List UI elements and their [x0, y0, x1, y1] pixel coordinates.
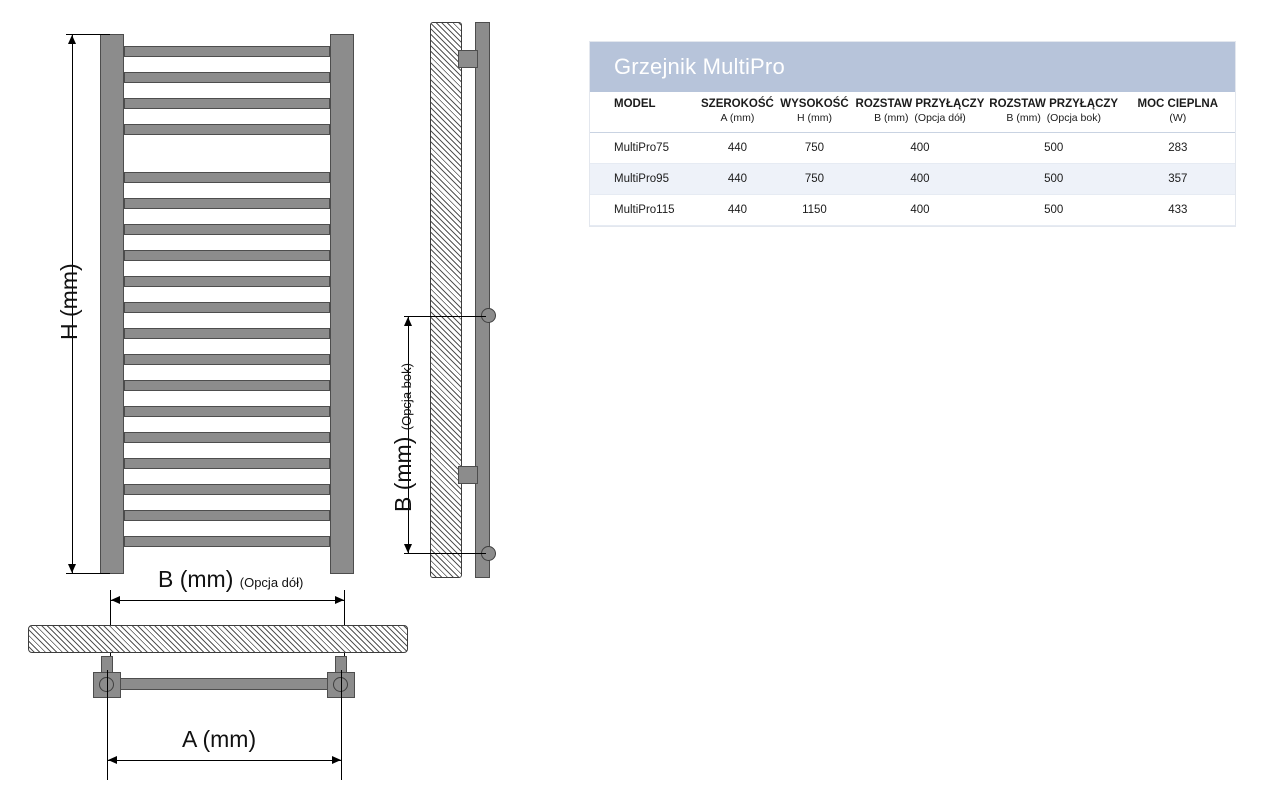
cell-wysokosc: 1150 — [776, 195, 853, 226]
side-spacing-label: B (mm) (Opcja bok) — [390, 363, 416, 512]
radiator-tube — [124, 380, 330, 391]
cell-moc: 357 — [1121, 164, 1235, 195]
table-row — [590, 133, 1235, 164]
wall-slab-hatching — [28, 625, 408, 653]
radiator-side-profile — [475, 22, 490, 578]
radiator-tube — [124, 98, 330, 109]
cell-rozstaw-bok: 500 — [987, 133, 1121, 164]
side-view-drawing — [390, 0, 590, 600]
bottom-spacing-label: B (mm) (Opcja dół) — [158, 566, 304, 592]
height-arrow-up-icon — [68, 35, 76, 44]
radiator-tube — [124, 224, 330, 235]
wall-hatching — [430, 22, 462, 578]
radiator-right-post — [330, 34, 354, 574]
wall-bracket-top — [458, 50, 478, 68]
radiator-tube — [124, 510, 330, 521]
cell-rozstaw-bok: 500 — [987, 195, 1121, 226]
cell-rozstaw-dol: 400 — [853, 133, 987, 164]
radiator-tube — [124, 354, 330, 365]
radiator-tube — [124, 276, 330, 287]
height-arrow-down-icon — [68, 564, 76, 573]
width-label: A (mm) — [182, 726, 257, 752]
table-header-szerokosc: SZEROKOŚĆ A (mm) — [699, 92, 776, 133]
cell-szerokosc: 440 — [699, 164, 776, 195]
radiator-tube — [124, 406, 330, 417]
cell-szerokosc: 440 — [699, 133, 776, 164]
table-header-rozstaw-bok: ROZSTAW PRZYŁĄCZY B (mm) (Opcja bok) — [987, 92, 1121, 133]
cell-moc: 433 — [1121, 195, 1235, 226]
spec-table-title: Grzejnik MultiPro — [590, 42, 1235, 92]
radiator-tube — [124, 124, 330, 135]
cell-rozstaw-dol: 400 — [853, 164, 987, 195]
cell-moc: 283 — [1121, 133, 1235, 164]
width-arrow-right-icon — [332, 756, 341, 764]
radiator-tube — [124, 302, 330, 313]
radiator-tube — [124, 198, 330, 209]
cell-szerokosc: 440 — [699, 195, 776, 226]
radiator-tube — [124, 536, 330, 547]
spec-table-panel — [590, 42, 1235, 226]
front-view-drawing — [0, 0, 420, 600]
cell-wysokosc: 750 — [776, 133, 853, 164]
radiator-left-post — [100, 34, 124, 574]
top-view-drawing — [0, 600, 440, 804]
table-header-model: MODEL — [590, 92, 699, 133]
cell-model: MultiPro95 — [590, 164, 699, 195]
radiator-tube — [124, 46, 330, 57]
height-label: H (mm) — [56, 263, 82, 340]
radiator-tube — [124, 458, 330, 469]
width-dimension-tick-right — [341, 670, 342, 780]
table-header-rozstaw-dol: ROZSTAW PRZYŁĄCZY B (mm) (Opcja dół) — [853, 92, 987, 133]
cell-wysokosc: 750 — [776, 164, 853, 195]
height-dimension-tick-bottom — [66, 573, 110, 574]
cell-model: MultiPro75 — [590, 133, 699, 164]
radiator-tube — [124, 484, 330, 495]
width-arrow-left-icon — [108, 756, 117, 764]
table-header-wysokosc: WYSOKOŚĆ H (mm) — [776, 92, 853, 133]
radiator-tube — [124, 250, 330, 261]
table-row — [590, 195, 1235, 226]
radiator-tube — [124, 172, 330, 183]
side-spacing-arrow-up-icon — [404, 317, 412, 326]
top-view-radiator-bar — [100, 678, 348, 690]
radiator-tube — [124, 432, 330, 443]
table-row — [590, 164, 1235, 195]
side-spacing-arrow-down-icon — [404, 544, 412, 553]
table-header-row — [590, 92, 1235, 133]
side-spacing-tick-bottom — [404, 553, 486, 554]
side-spacing-tick-top — [404, 316, 486, 317]
spec-table — [590, 92, 1235, 226]
cell-model: MultiPro115 — [590, 195, 699, 226]
table-header-moc: MOC CIEPLNA (W) — [1121, 92, 1235, 133]
cell-rozstaw-bok: 500 — [987, 164, 1121, 195]
radiator-tube — [124, 72, 330, 83]
cell-rozstaw-dol: 400 — [853, 195, 987, 226]
width-dimension-line — [107, 760, 341, 761]
wall-bracket-bottom — [458, 466, 478, 484]
radiator-tube — [124, 328, 330, 339]
